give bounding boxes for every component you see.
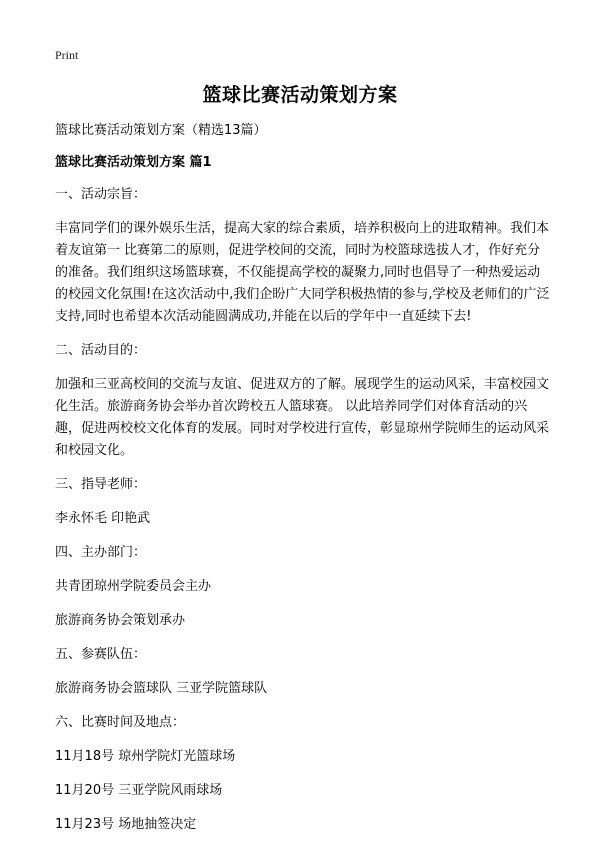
section-heading: 四、主办部门： [55,545,147,560]
document-subtitle: 篮球比赛活动策划方案（精选13篇） [55,123,267,138]
section-heading: 一、活动宗旨： [55,187,147,202]
text-line: 11月18号 琼州学院灯光篮球场 [55,749,236,764]
text-line: 11月23号 场地抽签决定 [55,817,197,832]
section-title: 篮球比赛活动策划方案 篇1 [55,155,212,170]
document-body [55,120,553,848]
text-line: 旅游商务协会策划承办 [55,613,186,628]
paragraph: 加强和三亚高校间的交流与友谊、促进双方的了解。展现学生的运动风采，丰富校园文化生活。旅游商务协会举办首次跨校五人篮球赛。 以此培养同学们对体育活动的兴趣，促进两校校文化体育的发展。同时对学校进行宣传，彰显琼州学院师生的运动风采和校园文化。 [55,377,550,458]
content-blocks [55,184,553,836]
section-heading: 六、比赛时间及地点： [55,715,186,730]
text-line: 共青团琼州学院委员会主办 [55,579,212,594]
section-heading: 三、指导老师： [55,477,147,492]
text-line: 11月20号 三亚学院风雨球场 [55,783,223,798]
section-heading: 五、参赛队伍： [55,647,147,662]
text-line: 李永怀毛 印艳武 [55,511,151,526]
document-title: 篮球比赛活动策划方案 [202,84,398,106]
print-link[interactable]: Print [55,48,79,62]
text-line: 旅游商务协会篮球队 三亚学院篮球队 [55,681,268,696]
paragraph: 丰富同学们的课外娱乐生活，提高大家的综合素质，培养积极向上的进取精神。我们本着友谊第一 比赛第二的原则，促进学校间的交流，同时为校篮球选拔人才，作好充分的准备。我们组织这场篮球赛，不仅能提高学校的凝聚力,同时也倡导了一种热爱运动的校园文化氛围!在这次活动中,我们企盼广大同学积极热情的参与,学校及老师们的广泛支持,同时也希望本次活动能圆满成功,并能在以后的学年中一直延续下去! [55,221,550,324]
section-heading: 二、活动目的： [55,343,147,358]
